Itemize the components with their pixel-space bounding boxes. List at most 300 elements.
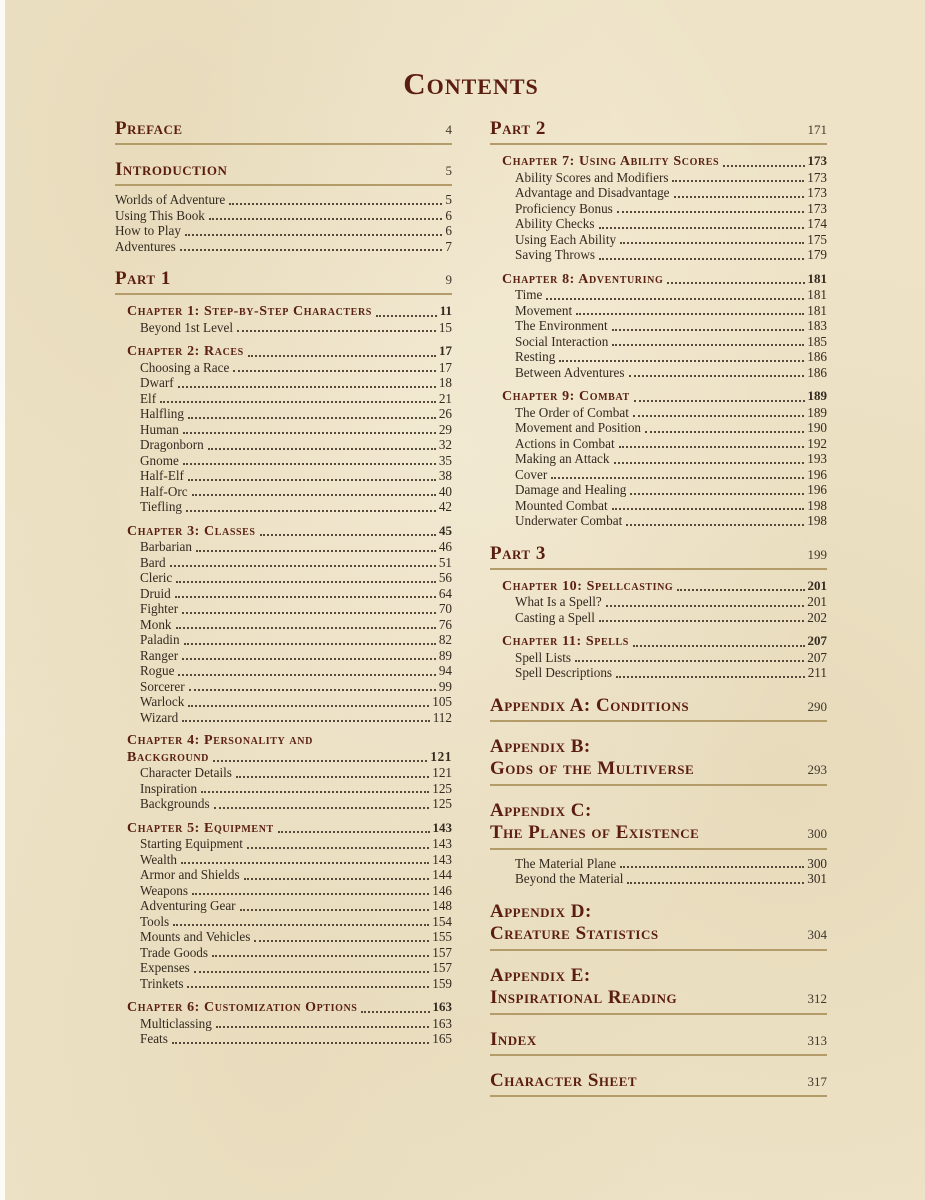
toc-entry-choosing-a-race (140, 360, 452, 376)
toc-entry-worlds-of-adventure (115, 192, 452, 208)
dot-leader (240, 909, 430, 911)
toc-page-number: 38 (438, 468, 452, 483)
toc-entry-label: Expenses (140, 960, 190, 975)
dot-leader (606, 605, 804, 607)
toc-page-number: 183 (807, 318, 827, 333)
toc-chapter-label: Chapter 6: Customization Options (127, 1000, 358, 1015)
toc-entry-label: Half-Elf (140, 468, 184, 483)
toc-entry-warlock (140, 694, 452, 710)
toc-entry-label: Character Details (140, 765, 232, 780)
toc-page-number: 144 (432, 867, 452, 882)
toc-columns (115, 118, 827, 1103)
dot-leader (172, 1042, 429, 1044)
toc-entry-beyond-the-material (515, 871, 827, 887)
toc-chapter-label: Background (127, 749, 210, 765)
dot-leader (236, 776, 429, 778)
toc-entry-label: Backgrounds (140, 796, 210, 811)
toc-page-number: 51 (438, 554, 452, 570)
dot-leader (629, 375, 805, 377)
dot-leader (182, 658, 436, 660)
dot-leader (254, 940, 429, 942)
toc-entry-label: The Environment (515, 318, 608, 333)
toc-chapter-chapter-11-spells (502, 633, 827, 650)
dot-leader (619, 446, 805, 448)
toc-entry-label: Social Interaction (515, 333, 609, 349)
dot-leader (188, 705, 429, 707)
toc-page-number: 125 (432, 780, 452, 796)
toc-section-appendix-a-conditions (490, 695, 827, 722)
toc-page-number: 199 (807, 546, 827, 562)
toc-page-number: 181 (807, 287, 827, 302)
toc-entry-label: Fighter (140, 601, 179, 616)
toc-chapter-label: Chapter 5: Equipment (127, 820, 274, 836)
dot-leader (170, 565, 436, 567)
dot-leader (634, 400, 805, 402)
dot-leader (176, 581, 436, 583)
toc-chapter-label: Chapter 9: Combat (502, 389, 630, 404)
dot-leader (599, 620, 804, 622)
dot-leader (247, 847, 429, 849)
dot-leader (376, 315, 437, 317)
dot-leader (551, 477, 804, 479)
toc-entry-sorcerer (140, 679, 452, 695)
toc-section-label: Part 3 (490, 542, 546, 564)
dot-leader (612, 329, 805, 331)
dot-leader (208, 448, 436, 450)
toc-page-number: 173 (807, 200, 827, 216)
dot-leader (361, 1011, 429, 1013)
toc-entry-saving-throws (515, 247, 827, 263)
toc-page-number: 45 (439, 522, 452, 538)
toc-page-number: 64 (438, 585, 452, 601)
toc-entry-starting-equipment (140, 836, 452, 852)
toc-entry-spell-descriptions (515, 665, 827, 681)
toc-page-number: 143 (432, 819, 452, 835)
toc-section-label: Creature Statistics (490, 922, 659, 944)
toc-entry-label: What Is a Spell? (515, 594, 602, 609)
toc-page-number: 148 (432, 898, 452, 913)
toc-entry-social-interaction (515, 334, 827, 350)
toc-page-number: 7 (445, 238, 452, 254)
toc-entry-label: Bard (140, 554, 166, 570)
toc-entry-label: Ability Scores and Modifiers (515, 169, 669, 185)
dot-leader (614, 462, 805, 464)
toc-page-number: 198 (807, 497, 827, 513)
toc-entry-label: Adventuring Gear (140, 898, 236, 913)
toc-entry-label: Between Adventures (515, 364, 625, 380)
toc-section-line2 (490, 987, 827, 1010)
toc-entry-the-material-plane (515, 856, 827, 872)
toc-section-gods-of-the-multiverse (490, 736, 827, 786)
dot-leader (183, 432, 436, 434)
toc-chapter-line2 (127, 749, 452, 766)
dot-leader (194, 971, 429, 973)
toc-entry-label: Underwater Combat (515, 513, 623, 528)
toc-page-number: 105 (432, 694, 452, 709)
toc-entry-barbarian (140, 539, 452, 555)
dot-leader (175, 596, 436, 598)
toc-entry-label: Gnome (140, 452, 179, 468)
dot-leader (178, 386, 436, 388)
dot-leader (178, 674, 435, 676)
toc-page-number: 5 (445, 192, 452, 207)
toc-entry-label: Druid (140, 585, 171, 601)
toc-page-number: 198 (807, 513, 827, 528)
dot-leader (626, 524, 804, 526)
toc-entry-armor-and-shields (140, 867, 452, 883)
dot-leader (185, 234, 442, 236)
toc-entry-label: Movement (515, 302, 573, 318)
toc-page-number: 6 (445, 223, 452, 238)
dot-leader (248, 355, 436, 357)
toc-section-line1: Appendix B: (490, 735, 591, 757)
dot-leader (216, 1026, 429, 1028)
toc-entry-label: Wizard (140, 709, 179, 725)
toc-page-number: 300 (807, 855, 827, 871)
toc-section-label: Appendix A: Conditions (490, 694, 690, 716)
toc-section-label: Inspirational Reading (490, 986, 678, 1008)
dot-leader (233, 370, 435, 372)
toc-entry-multiclassing (140, 1016, 452, 1032)
dot-leader (188, 479, 436, 481)
toc-section-line2 (490, 923, 827, 946)
toc-page-number: 42 (438, 499, 452, 514)
toc-entry-label: Halfling (140, 406, 184, 421)
toc-entry-proficiency-bonus (515, 201, 827, 217)
toc-entry-label: Saving Throws (515, 247, 595, 262)
toc-entry-halfling (140, 406, 452, 422)
toc-entry-feats (140, 1031, 452, 1047)
toc-page-number: 32 (438, 437, 452, 452)
toc-page-number: 17 (438, 359, 452, 375)
toc-section-line1: Appendix E: (490, 964, 591, 986)
toc-entry-label: Spell Lists (515, 649, 572, 665)
toc-section-creature-statistics (490, 901, 827, 951)
toc-entry-label: Feats (140, 1031, 168, 1046)
toc-entry-backgrounds (140, 796, 452, 812)
toc-chapter-chapter-1-step-by-step-characters (127, 303, 452, 320)
toc-page-number: 9 (445, 272, 452, 287)
dot-leader (181, 862, 429, 864)
toc-entry-label: Human (140, 421, 179, 437)
toc-page-number: 154 (432, 913, 452, 929)
dot-leader (176, 627, 436, 629)
toc-entry-tools (140, 914, 452, 930)
toc-page-number: 17 (439, 343, 452, 358)
toc-page-number: 56 (438, 570, 452, 585)
toc-page-number: 173 (807, 153, 827, 168)
toc-page-number: 146 (432, 882, 452, 898)
dot-leader (209, 218, 443, 220)
dot-leader (633, 415, 804, 417)
toc-entry-label: Ability Checks (515, 216, 595, 231)
toc-chapter-label: Chapter 11: Spells (502, 634, 629, 649)
toc-page-number: 300 (807, 825, 827, 841)
toc-page-number: 207 (807, 633, 827, 648)
dot-leader (612, 344, 804, 346)
toc-entry-elf (140, 391, 452, 407)
toc-section-label: Preface (115, 118, 183, 139)
dot-leader (213, 760, 427, 762)
toc-entry-making-an-attack (515, 451, 827, 467)
toc-entry-label: Dwarf (140, 375, 174, 390)
dot-leader (183, 463, 436, 465)
toc-page-number: 193 (807, 451, 827, 466)
toc-page-number: 163 (432, 999, 452, 1014)
toc-page-number: 11 (439, 303, 452, 318)
toc-page-number: 313 (807, 1032, 827, 1048)
dot-leader (723, 165, 804, 167)
toc-section-label: Index (490, 1028, 537, 1050)
toc-section-character-sheet (490, 1070, 827, 1097)
toc-chapter-label: Chapter 8: Adventuring (502, 271, 664, 287)
toc-page-number: 70 (438, 601, 452, 616)
toc-entry-wizard (140, 710, 452, 726)
toc-entry-rogue (140, 663, 452, 679)
toc-page-number: 175 (807, 231, 827, 247)
toc-entry-actions-in-combat (515, 436, 827, 452)
toc-entry-label: Half-Orc (140, 483, 188, 499)
toc-chapter-chapter-4-personality-and (127, 733, 452, 765)
toc-page-number: 18 (438, 375, 452, 390)
toc-page-number: 317 (807, 1073, 827, 1089)
toc-chapter-label: Chapter 1: Step-by-Step Characters (127, 304, 372, 319)
toc-entry-trinkets (140, 976, 452, 992)
toc-page-number: 185 (807, 333, 827, 349)
dot-leader (192, 893, 429, 895)
toc-entry-dwarf (140, 375, 452, 391)
toc-entry-label: Mounts and Vehicles (140, 929, 251, 944)
page-title: Contents (403, 66, 539, 101)
toc-page-number: 157 (432, 944, 452, 960)
dot-leader (576, 313, 804, 315)
toc-entry-cleric (140, 570, 452, 586)
toc-entry-label: Multiclassing (140, 1015, 212, 1031)
dot-leader (187, 986, 429, 988)
toc-page-number: 181 (807, 302, 827, 318)
toc-page-number: 211 (807, 665, 827, 680)
toc-entry-half-orc (140, 484, 452, 500)
toc-section-line2 (490, 822, 827, 845)
dot-leader (260, 534, 436, 536)
toc-page-number: 165 (432, 1031, 452, 1046)
toc-page-number: 189 (807, 388, 827, 403)
toc-section-the-planes-of-existence (490, 800, 827, 850)
toc-section-label: Part 2 (490, 118, 546, 139)
toc-entry-label: Worlds of Adventure (115, 192, 226, 207)
toc-section-line2 (490, 758, 827, 781)
toc-page-number: 293 (807, 761, 827, 777)
toc-page-number: 201 (807, 594, 827, 609)
toc-chapter-chapter-9-combat (502, 388, 827, 405)
toc-entry-underwater-combat (515, 513, 827, 529)
dot-leader (620, 866, 804, 868)
toc-page-number: 155 (432, 929, 452, 944)
toc-chapter-chapter-7-using-ability-scores (502, 153, 827, 170)
toc-page-number: 40 (438, 483, 452, 499)
dot-leader (186, 510, 436, 512)
dot-leader (616, 676, 805, 678)
dot-leader (182, 720, 429, 722)
toc-page-number: 163 (432, 1015, 452, 1031)
toc-section-line1: Appendix D: (490, 900, 592, 922)
toc-page-number: 76 (438, 616, 452, 632)
toc-entry-casting-a-spell (515, 610, 827, 626)
toc-entry-between-adventures (515, 365, 827, 381)
dot-leader (627, 882, 804, 884)
toc-page-number: 186 (807, 364, 827, 380)
toc-section-label: Character Sheet (490, 1069, 638, 1091)
toc-entry-ability-checks (515, 216, 827, 232)
toc-page-number: 15 (438, 319, 452, 335)
toc-entry-bard (140, 555, 452, 571)
toc-page-number: 173 (807, 185, 827, 200)
dot-leader (160, 401, 436, 403)
toc-entry-wealth (140, 852, 452, 868)
dot-leader (184, 643, 436, 645)
toc-entry-label: Starting Equipment (140, 836, 243, 851)
toc-entry-beyond-1st-level (140, 320, 452, 336)
toc-chapter-chapter-6-customization-options (127, 999, 452, 1016)
toc-entry-label: Making an Attack (515, 451, 610, 466)
toc-page-number: 202 (807, 609, 827, 625)
toc-entry-label: Rogue (140, 663, 175, 678)
toc-entry-label: Spell Descriptions (515, 665, 613, 680)
toc-entry-label: Trinkets (140, 975, 184, 991)
toc-entry-label: Time (515, 287, 543, 302)
dot-leader (180, 249, 443, 251)
toc-entry-using-this-book (115, 208, 452, 224)
toc-page-number: 174 (807, 216, 827, 231)
toc-section-label: Part 1 (115, 268, 171, 289)
toc-entry-label: Advantage and Disadvantage (515, 185, 670, 200)
toc-page-number: 192 (807, 435, 827, 451)
toc-page-number: 125 (432, 796, 452, 811)
dot-leader (674, 196, 805, 198)
toc-entry-label: Trade Goods (140, 944, 209, 960)
toc-page-number: 312 (807, 990, 827, 1006)
dot-leader (201, 791, 429, 793)
toc-chapter-chapter-8-adventuring (502, 271, 827, 288)
toc-entry-label: Elf (140, 390, 157, 406)
toc-page-number: 207 (807, 649, 827, 665)
toc-entry-label: Inspiration (140, 780, 198, 796)
toc-entry-damage-and-healing (515, 482, 827, 498)
toc-page-number: 190 (807, 420, 827, 435)
toc-entry-adventuring-gear (140, 898, 452, 914)
toc-entry-tiefling (140, 499, 452, 515)
toc-entry-human (140, 422, 452, 438)
toc-page-number: 6 (445, 207, 452, 223)
dot-leader (196, 550, 436, 552)
toc-page-number: 290 (807, 698, 827, 714)
toc-chapter-line1: Chapter 4: Personality and (127, 733, 313, 748)
toc-entry-monk (140, 617, 452, 633)
toc-page-number: 173 (807, 169, 827, 185)
toc-entry-advantage-and-disadvantage (515, 185, 827, 201)
toc-entry-label: Actions in Combat (515, 435, 615, 451)
dot-leader (575, 660, 804, 662)
toc-entry-label: How to Play (115, 223, 181, 238)
toc-entry-label: Choosing a Race (140, 359, 230, 375)
dot-leader (244, 878, 430, 880)
toc-entry-label: Beyond the Material (515, 871, 624, 886)
toc-entry-label: Damage and Healing (515, 482, 627, 497)
toc-entry-label: Using This Book (115, 207, 205, 223)
toc-entry-label: Proficiency Bonus (515, 200, 613, 216)
toc-entry-weapons (140, 883, 452, 899)
toc-page-number: 196 (807, 482, 827, 497)
toc-page-number: 29 (438, 421, 452, 437)
toc-page-number: 196 (807, 466, 827, 482)
toc-entry-half-elf (140, 468, 452, 484)
toc-page-number: 4 (445, 122, 452, 137)
toc-page-number: 112 (432, 709, 452, 725)
toc-entry-using-each-ability (515, 232, 827, 248)
dot-leader (599, 227, 805, 229)
dot-leader (630, 493, 804, 495)
toc-entry-movement-and-position (515, 420, 827, 436)
toc-entry-label: Armor and Shields (140, 867, 240, 882)
toc-chapter-label: Chapter 3: Classes (127, 523, 256, 539)
toc-entry-gnome (140, 453, 452, 469)
toc-entry-cover (515, 467, 827, 483)
toc-entry-druid (140, 586, 452, 602)
dot-leader (612, 508, 805, 510)
toc-entry-the-order-of-combat (515, 405, 827, 421)
toc-section-line1: Appendix C: (490, 799, 592, 821)
toc-entry-mounted-combat (515, 498, 827, 514)
toc-page-number: 99 (438, 678, 452, 694)
toc-section-preface (115, 118, 452, 145)
toc-page-number: 171 (807, 122, 827, 137)
toc-entry-label: The Material Plane (515, 855, 617, 871)
toc-page-number: 82 (438, 632, 452, 647)
toc-section-inspirational-reading (490, 965, 827, 1015)
toc-entry-mounts-and-vehicles (140, 929, 452, 945)
toc-entry-label: Wealth (140, 851, 178, 867)
toc-entry-resting (515, 349, 827, 365)
dot-leader (214, 807, 430, 809)
toc-entry-label: Dragonborn (140, 437, 204, 452)
dot-leader (278, 831, 430, 833)
dot-leader (677, 589, 804, 591)
dot-leader (188, 417, 436, 419)
dot-leader (645, 431, 804, 433)
dot-leader (182, 612, 436, 614)
toc-page-number: 5 (445, 163, 452, 178)
dot-leader (633, 645, 805, 647)
toc-entry-label: Paladin (140, 632, 180, 647)
toc-entry-label: Movement and Position (515, 420, 642, 435)
toc-entry-label: Cleric (140, 570, 173, 585)
toc-page-number: 301 (807, 871, 827, 886)
dot-leader (173, 924, 429, 926)
toc-entry-the-environment (515, 318, 827, 334)
toc-page-number: 143 (432, 836, 452, 851)
photo-edge-artifact (0, 0, 5, 1200)
toc-column-left (115, 118, 452, 1103)
toc-page-number: 181 (807, 270, 827, 286)
toc-section-label: Introduction (115, 159, 228, 180)
toc-entry-ranger (140, 648, 452, 664)
toc-chapter-chapter-10-spellcasting (502, 578, 827, 595)
dot-leader (237, 330, 436, 332)
toc-entry-label: The Order of Combat (515, 404, 629, 420)
toc-entry-label: Mounted Combat (515, 497, 608, 513)
dot-leader (617, 211, 804, 213)
toc-page-number: 143 (432, 851, 452, 867)
